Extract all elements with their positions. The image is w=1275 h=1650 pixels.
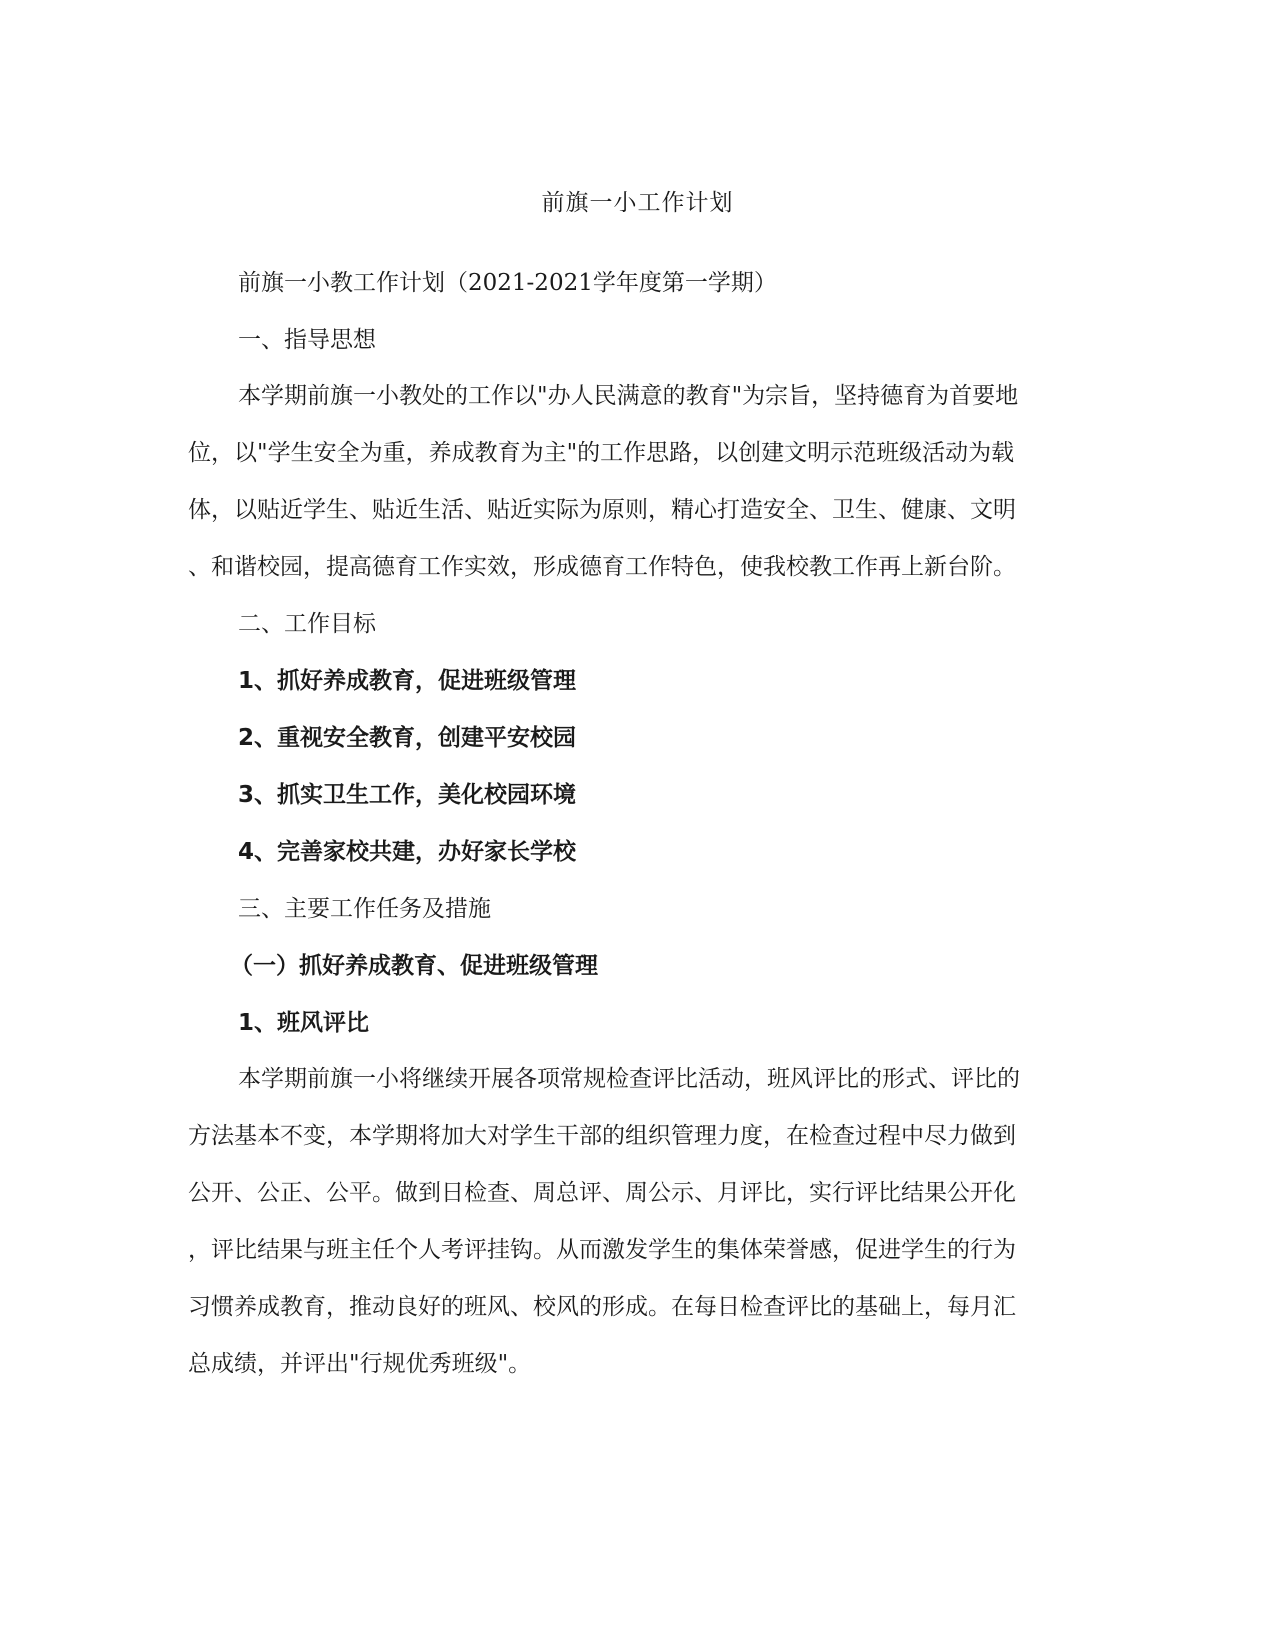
document-body: [188, 266, 1088, 1393]
paragraph-line: 习惯养成教育，推动良好的班风、校风的形成。在每日检查评比的基础上，每月汇: [188, 1294, 1016, 1320]
goal-item: 1、抓好养成教育，促进班级管理: [238, 668, 577, 694]
section-heading-main-tasks: 三、主要工作任务及措施: [238, 896, 491, 922]
paragraph-line: 公开、公正、公平。做到日检查、周总评、周公示、月评比，实行评比结果公开化: [188, 1180, 1016, 1206]
paragraph-line: 体，以贴近学生、贴近生活、贴近实际为原则，精心打造安全、卫生、健康、文明: [188, 497, 1016, 523]
paragraph-line: 、和谐校园，提高德育工作实效，形成德育工作特色，使我校教工作再上新台阶。: [188, 554, 1016, 580]
document-title: 前旗一小工作计划: [541, 190, 734, 216]
paragraph-line: 本学期前旗一小教处的工作以"办人民满意的教育"为宗旨，坚持德育为首要地: [238, 383, 1019, 409]
paragraph-line: ，评比结果与班主任个人考评挂钩。从而激发学生的集体荣誉感，促进学生的行为: [188, 1237, 1016, 1263]
paragraph-class-evaluation: [188, 1051, 1088, 1393]
paragraph-line: 位，以"学生安全为重，养成教育为主"的工作思路，以创建文明示范班级活动为载: [188, 440, 1015, 466]
item-heading-class-evaluation: 1、班风评比: [238, 1010, 370, 1036]
document-subtitle: 前旗一小教工作计划（2021-2021学年度第一学期）: [238, 270, 777, 296]
goal-item: 4、完善家校共建，办好家长学校: [238, 839, 577, 865]
paragraph-line: 总成绩，并评出"行规优秀班级"。: [188, 1351, 532, 1377]
goal-item: 3、抓实卫生工作，美化校园环境: [238, 782, 577, 808]
paragraph-line: 本学期前旗一小将继续开展各项常规检查评比活动，班风评比的形式、评比的: [238, 1066, 1020, 1092]
goal-item: 2、重视安全教育，创建平安校园: [238, 725, 577, 751]
section-heading-guiding-ideology: 一、指导思想: [238, 327, 376, 353]
paragraph-line: 方法基本不变，本学期将加大对学生干部的组织管理力度，在检查过程中尽力做到: [188, 1123, 1016, 1149]
subsection-heading: （一）抓好养成教育、促进班级管理: [230, 953, 598, 979]
paragraph-guiding-ideology: [188, 368, 1088, 596]
section-heading-work-goals: 二、工作目标: [238, 611, 376, 637]
